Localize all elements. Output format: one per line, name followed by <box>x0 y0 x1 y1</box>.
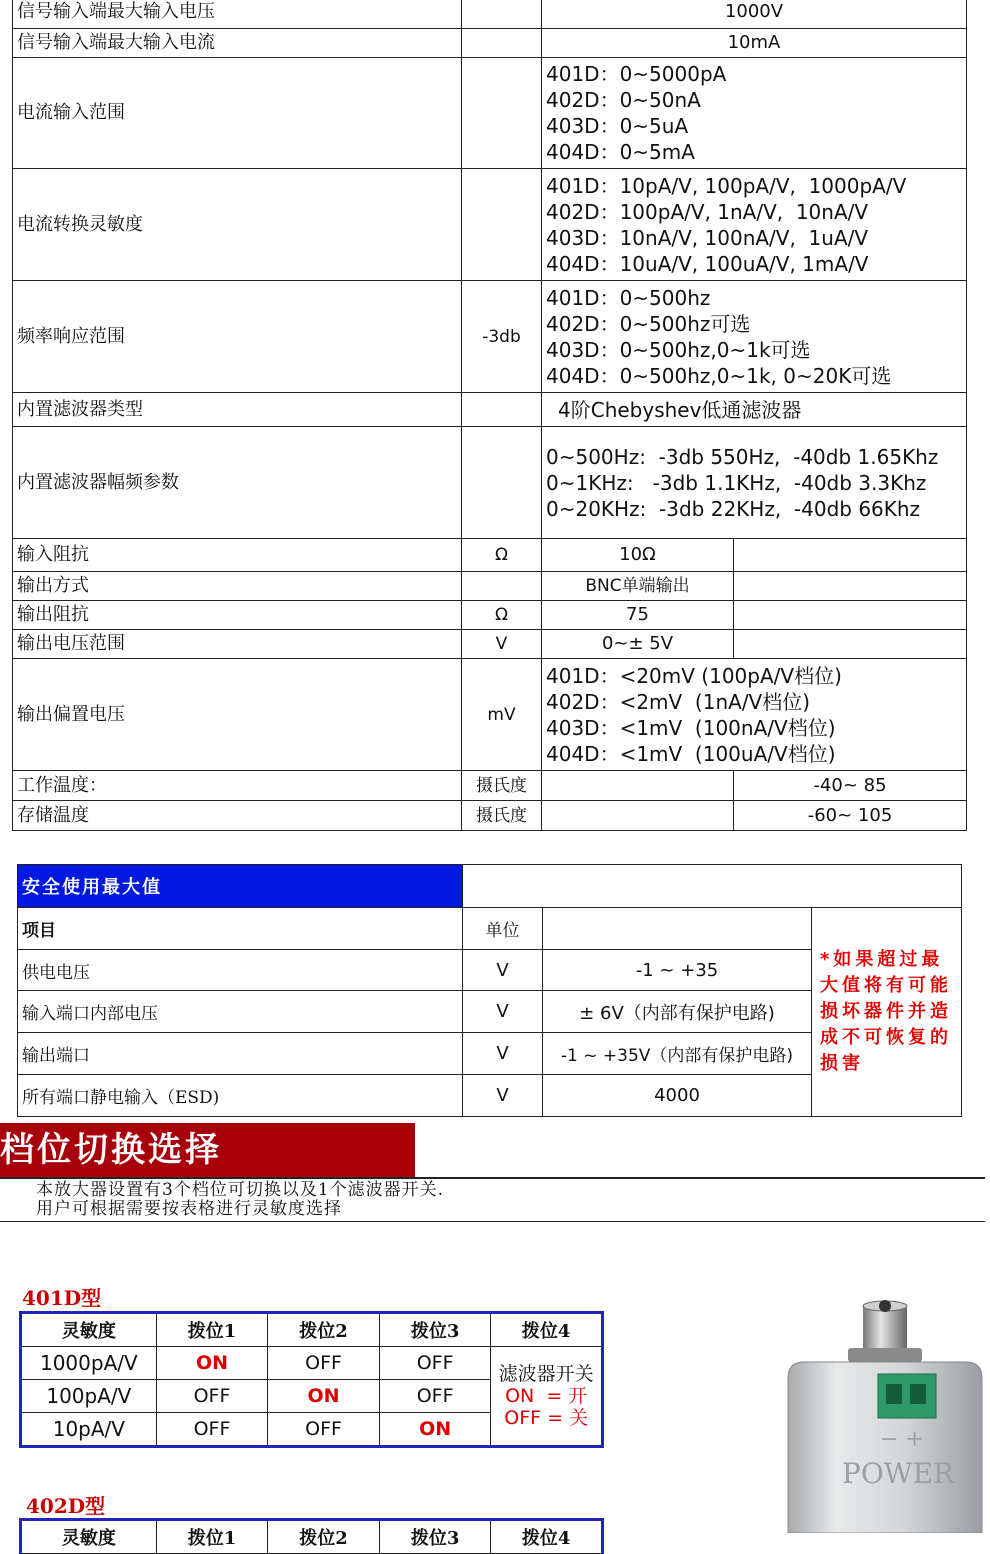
table-row <box>13 58 967 169</box>
spec-value: 1000V <box>542 0 967 29</box>
spec-line: 403D：0~5uA <box>546 114 689 138</box>
spec-line: 401D：10pA/V, 100pA/V, 1000pA/V <box>546 173 907 198</box>
column-header: 拨位3 <box>379 1313 491 1347</box>
switch-state: ON <box>156 1347 268 1380</box>
spec-name: 电流输入范围 <box>13 58 462 169</box>
column-header: 项目 <box>18 908 463 950</box>
column-header <box>543 908 812 950</box>
spec-unit: -3db <box>462 281 542 393</box>
spec-extra: -40~ 85 <box>734 771 967 801</box>
filter-off: OFF = 关 <box>504 1407 589 1429</box>
spec-value <box>542 427 967 539</box>
spec-unit: Ω <box>462 601 542 630</box>
spec-name: 频率响应范围 <box>13 281 462 393</box>
spec-name: 存储温度 <box>13 801 462 831</box>
spec-line: 403D：<1mV (100nA/V档位) <box>546 715 836 740</box>
spec-name: 输入阻抗 <box>13 539 462 572</box>
spec-name: 输出阻抗 <box>13 601 462 630</box>
model-label: 401D型 <box>22 1286 102 1310</box>
spec-line: 0~20KHz: -3db 22KHz, -40db 66Khz <box>546 496 921 521</box>
spec-unit: Ω <box>462 539 542 572</box>
spec-name: 信号输入端最大输入电流 <box>13 29 462 58</box>
spec-value <box>542 659 967 771</box>
spec-extra <box>734 572 967 601</box>
spec-unit <box>462 169 542 281</box>
filter-on: ON = 开 <box>505 1385 588 1407</box>
empty-cell <box>463 865 962 908</box>
spec-unit <box>462 58 542 169</box>
column-header: 拨位2 <box>268 1313 380 1347</box>
spec-line: 402D：100pA/V, 1nA/V, 10nA/V <box>546 199 869 224</box>
spec-line: 403D：10nA/V, 100nA/V, 1uA/V <box>546 225 869 250</box>
spec-value <box>542 771 734 801</box>
safety-item: 所有端口静电输入（ESD) <box>18 1075 463 1117</box>
spec-line: 404D：0~5mA <box>546 140 695 164</box>
safety-value: 4000 <box>543 1075 812 1117</box>
spec-line: 0~1KHz: -3db 1.1KHz, -40db 3.3Khz <box>546 470 927 495</box>
spec-unit <box>462 572 542 601</box>
spec-name: 输出电压范围 <box>13 630 462 659</box>
table-header-row <box>18 908 962 950</box>
spec-value <box>542 801 734 831</box>
switch-state: ON <box>379 1413 491 1447</box>
warning-note: *如果超过最大值将有可能损坏器件并造成不可恢复的损害 <box>812 908 962 1117</box>
divider <box>0 1177 985 1179</box>
polarity-label: − + <box>880 1427 924 1452</box>
spec-unit <box>462 0 542 29</box>
switch-state: OFF <box>268 1347 380 1380</box>
description-line: 用户可根据需要按表格进行灵敏度选择 <box>36 1199 342 1219</box>
divider <box>0 1221 985 1222</box>
spec-line: 404D：10uA/V, 100uA/V, 1mA/V <box>546 251 869 276</box>
sensitivity: 10pA/V <box>21 1413 157 1447</box>
table-header-row <box>21 1313 603 1347</box>
spec-line: 401D：0~5000pA <box>546 62 727 86</box>
column-header: 拨位1 <box>156 1520 268 1554</box>
safety-unit: V <box>463 991 543 1033</box>
column-header: 灵敏度 <box>21 1313 157 1347</box>
table-header-row <box>21 1520 603 1554</box>
spec-unit <box>462 29 542 58</box>
spec-name: 输出方式 <box>13 572 462 601</box>
table-row <box>13 659 967 771</box>
section-banner: 档位切换选择 <box>0 1123 415 1177</box>
safety-unit: V <box>463 1075 543 1117</box>
product-photo <box>770 1300 990 1533</box>
spec-extra <box>734 601 967 630</box>
power-label: POWER <box>842 1457 955 1490</box>
spec-value: 4阶Chebyshev低通滤波器 <box>542 393 967 427</box>
spec-line: 402D：0~500hz可选 <box>546 311 751 336</box>
spec-value: 0~± 5V <box>542 630 734 659</box>
section-title: 安全使用最大值 <box>18 865 463 908</box>
safety-item: 输出端口 <box>18 1033 463 1075</box>
spec-line: 402D：<2mV (1nA/V档位) <box>546 689 811 714</box>
spec-name: 信号输入端最大输入电压 <box>13 0 462 29</box>
safety-item: 供电电压 <box>18 950 463 991</box>
table-row <box>13 0 967 29</box>
switch-state: ON <box>268 1380 380 1413</box>
filter-label: 滤波器开关 <box>498 1363 594 1385</box>
table-row <box>21 1347 603 1380</box>
safety-value: -1 ~ +35V（内部有保护电路) <box>543 1033 812 1075</box>
column-header: 单位 <box>463 908 543 950</box>
table-row <box>13 539 967 572</box>
spec-value: 10mA <box>542 29 967 58</box>
spec-value <box>542 58 967 169</box>
spec-unit: mV <box>462 659 542 771</box>
spec-line: 0~500Hz: -3db 550Hz, -40db 1.65Khz <box>546 444 939 469</box>
sensitivity: 1000pA/V <box>21 1347 157 1380</box>
spec-unit: V <box>462 630 542 659</box>
table-row <box>13 29 967 58</box>
spec-table <box>12 0 967 831</box>
switch-state: OFF <box>268 1413 380 1447</box>
table-row <box>18 865 962 908</box>
spec-value <box>542 169 967 281</box>
spec-name: 输出偏置电压 <box>13 659 462 771</box>
safety-table <box>17 864 962 1117</box>
model-label: 402D型 <box>26 1494 106 1518</box>
table-row <box>13 427 967 539</box>
dip-switch-table <box>19 1518 604 1554</box>
spec-value: 10Ω <box>542 539 734 572</box>
table-row <box>13 630 967 659</box>
spec-line: 401D：0~500hz <box>546 285 711 310</box>
table-row <box>13 393 967 427</box>
spec-unit <box>462 427 542 539</box>
spec-extra <box>734 539 967 572</box>
table-row <box>13 572 967 601</box>
spec-extra: -60~ 105 <box>734 801 967 831</box>
switch-state: OFF <box>156 1413 268 1447</box>
description-line: 本放大器设置有3个档位可切换以及1个滤波器开关. <box>36 1180 445 1200</box>
spec-line: 404D：<1mV (100uA/V档位) <box>546 741 836 766</box>
switch-state: OFF <box>379 1347 491 1380</box>
column-header: 拨位3 <box>379 1520 491 1554</box>
spec-line: 403D：0~500hz,0~1k可选 <box>546 337 811 362</box>
spec-value: 75 <box>542 601 734 630</box>
spec-unit <box>462 393 542 427</box>
spec-name: 电流转换灵敏度 <box>13 169 462 281</box>
table-row <box>13 169 967 281</box>
spec-name: 内置滤波器类型 <box>13 393 462 427</box>
table-row <box>13 281 967 393</box>
safety-value: ± 6V（内部有保护电路) <box>543 991 812 1033</box>
spec-extra <box>734 630 967 659</box>
column-header: 拨位4 <box>491 1313 603 1347</box>
table-row <box>13 601 967 630</box>
column-header: 灵敏度 <box>21 1520 157 1554</box>
sensitivity: 100pA/V <box>21 1380 157 1413</box>
safety-item: 输入端口内部电压 <box>18 991 463 1033</box>
column-header: 拨位4 <box>491 1520 603 1554</box>
switch-state: OFF <box>156 1380 268 1413</box>
table-row <box>13 771 967 801</box>
column-header: 拨位1 <box>156 1313 268 1347</box>
safety-unit: V <box>463 1033 543 1075</box>
spec-unit: 摄氏度 <box>462 771 542 801</box>
spec-name: 内置滤波器幅频参数 <box>13 427 462 539</box>
table-row <box>13 801 967 831</box>
switch-state: OFF <box>379 1380 491 1413</box>
spec-line: 401D：<20mV (100pA/V档位) <box>546 663 842 688</box>
spec-line: 402D：0~50nA <box>546 88 701 112</box>
filter-switch-note <box>491 1347 603 1447</box>
spec-value <box>542 281 967 393</box>
safety-unit: V <box>463 950 543 991</box>
safety-value: -1 ~ +35 <box>543 950 812 991</box>
column-header: 拨位2 <box>268 1520 380 1554</box>
spec-line: 404D：0~500hz,0~1k, 0~20K可选 <box>546 363 892 388</box>
dip-switch-table <box>19 1311 604 1448</box>
section-description <box>36 1181 444 1219</box>
spec-name: 工作温度： <box>13 771 462 801</box>
spec-value: BNC单端输出 <box>542 572 734 601</box>
spec-unit: 摄氏度 <box>462 801 542 831</box>
